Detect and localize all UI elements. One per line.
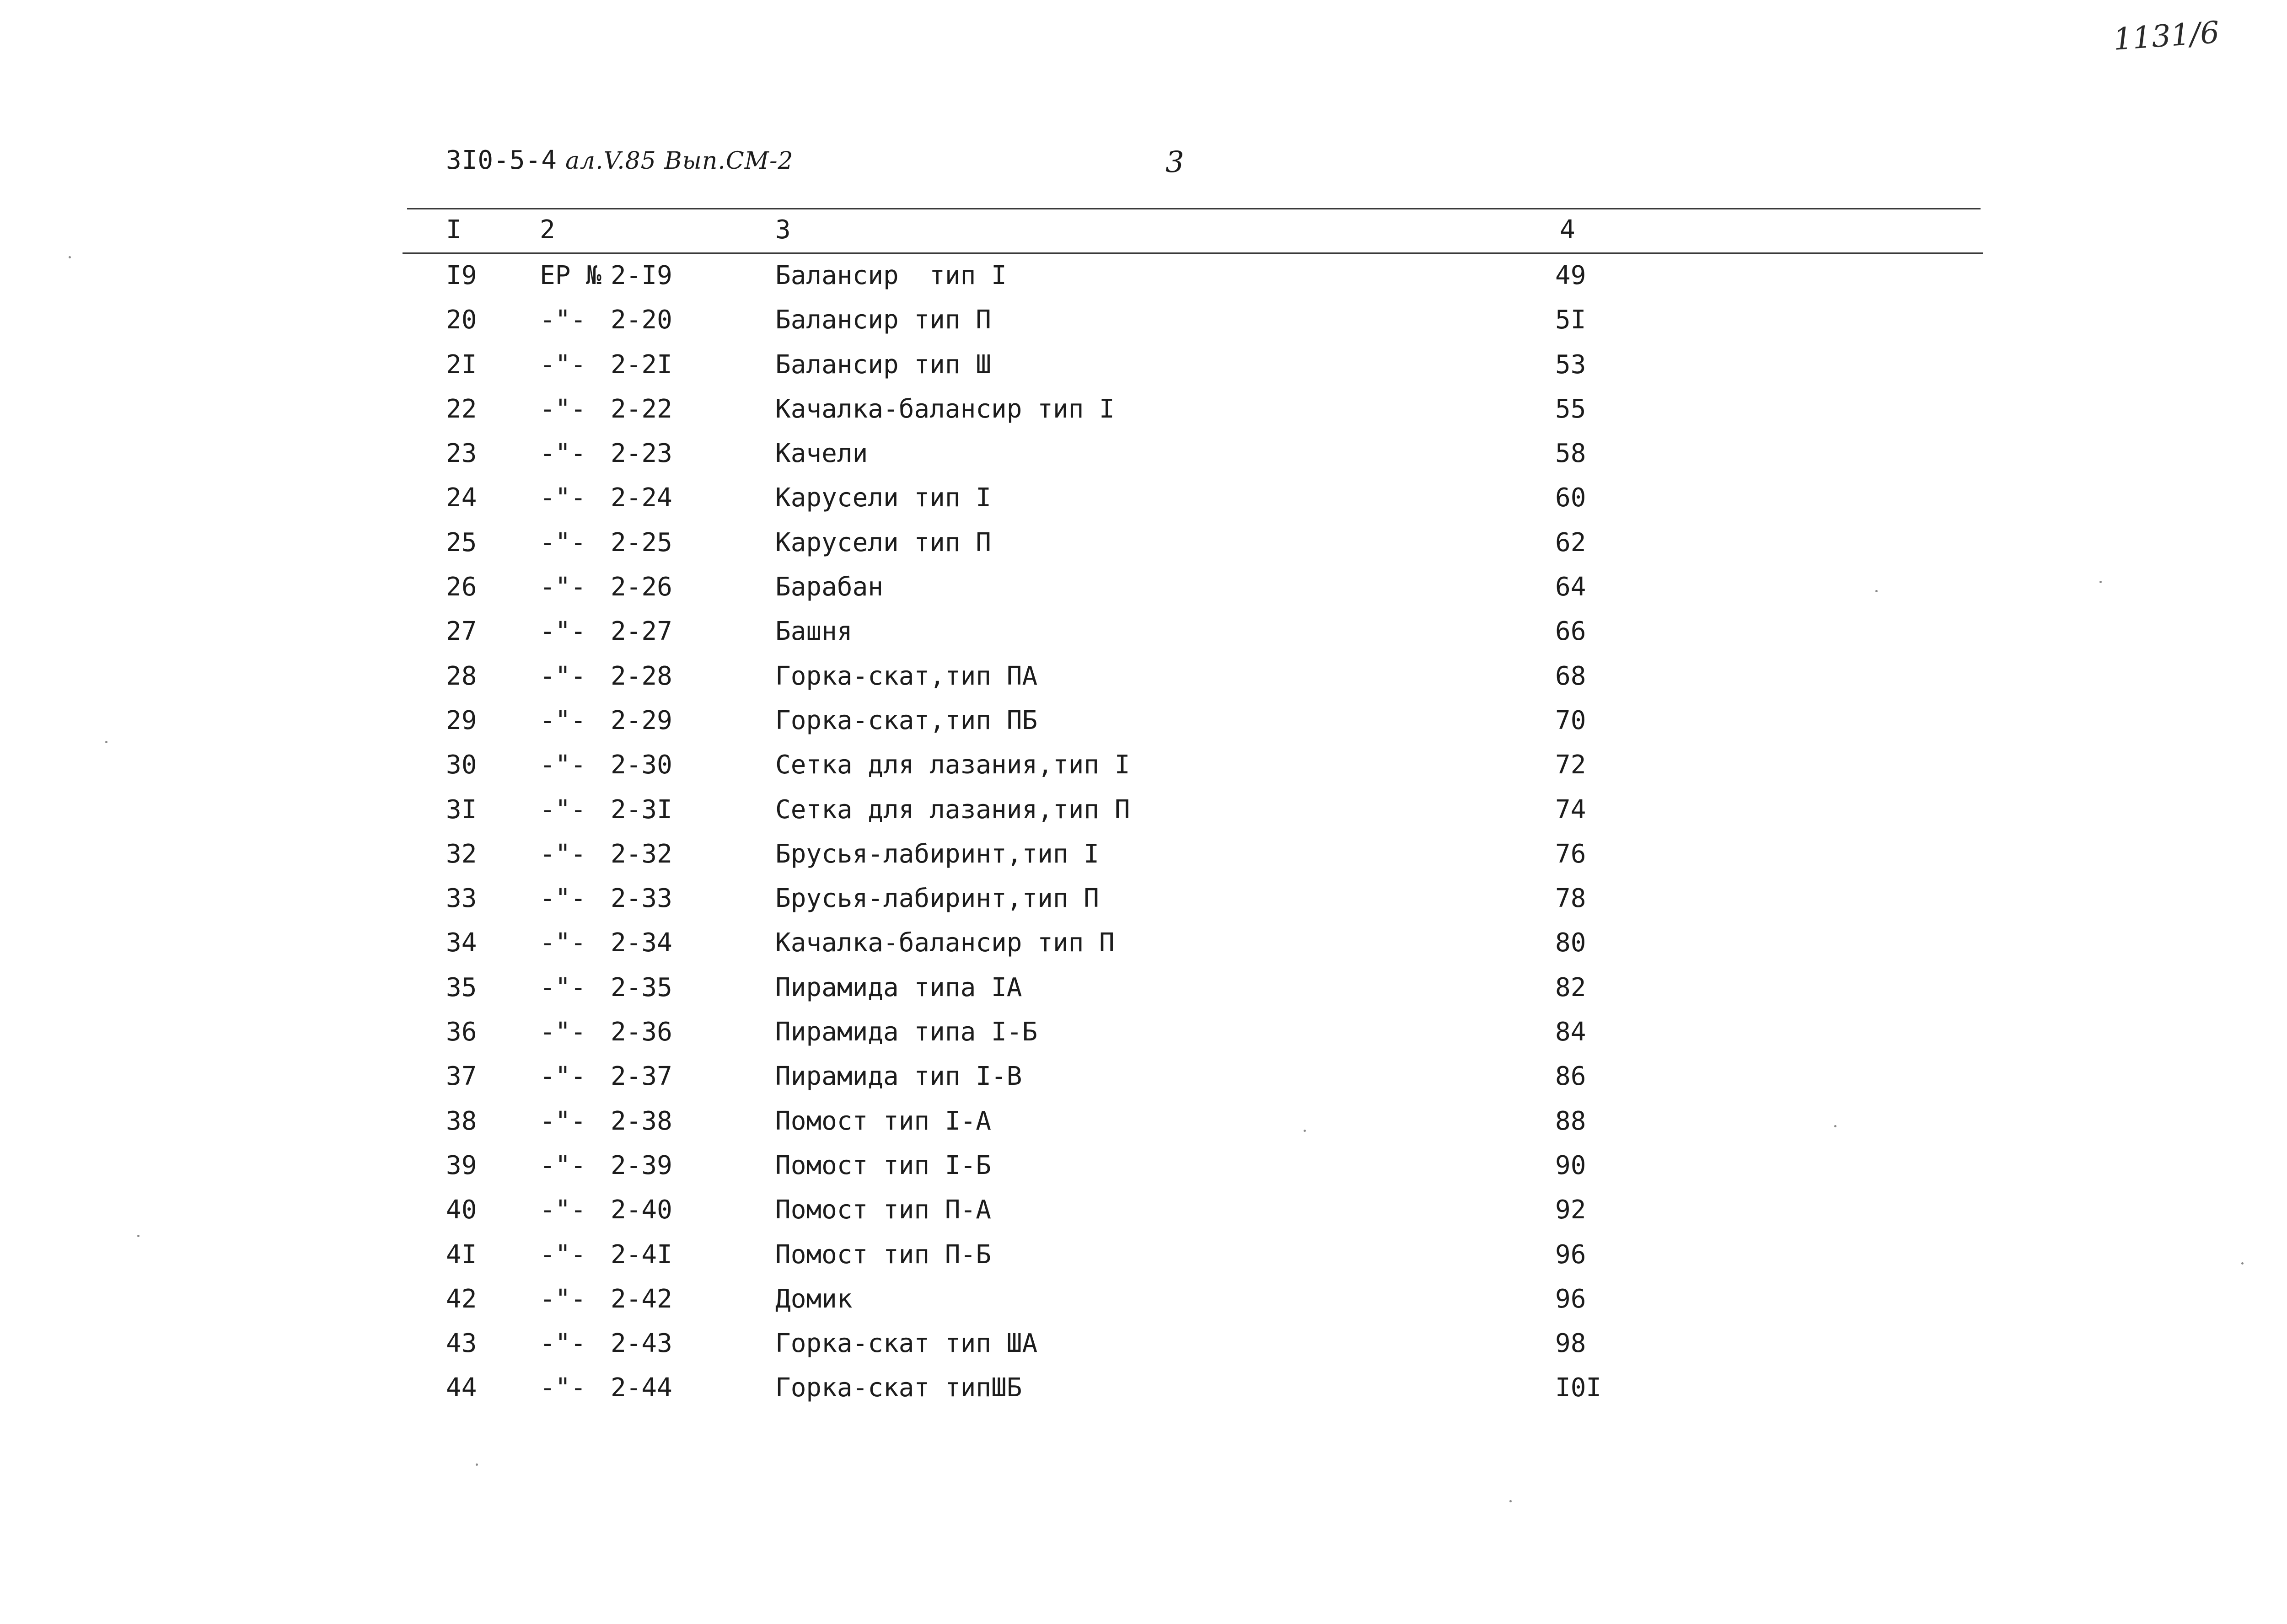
- scan-speck: [2241, 1262, 2244, 1265]
- row-page-number: 88: [1555, 1106, 1586, 1136]
- table-row: [0, 616, 2287, 660]
- row-series-mark: -"-: [540, 1239, 586, 1270]
- row-page-number: 66: [1555, 616, 1586, 647]
- row-page-number: I0I: [1555, 1373, 1602, 1403]
- row-number: 26: [446, 572, 477, 602]
- table-header-rule: [403, 252, 1983, 254]
- row-series-mark: -"-: [540, 1195, 586, 1225]
- row-item-name: Качалка-балансир тип П: [775, 928, 1115, 958]
- row-drawing-code: 2-20: [611, 305, 672, 335]
- row-page-number: 55: [1555, 394, 1586, 424]
- table-row: [0, 1194, 2287, 1238]
- row-series-mark: -"-: [540, 394, 586, 424]
- row-number: 42: [446, 1284, 477, 1314]
- scan-speck: [1304, 1130, 1306, 1132]
- row-item-name: Карусели тип П: [775, 527, 992, 557]
- column-header-1: I: [446, 215, 462, 245]
- table-row: [0, 1150, 2287, 1194]
- row-number: 4I: [446, 1239, 477, 1270]
- row-drawing-code: 2-25: [611, 527, 672, 557]
- row-drawing-code: 2-24: [611, 483, 672, 513]
- row-item-name: Балансир тип Ш: [775, 349, 992, 380]
- row-series-mark: -"-: [540, 1284, 586, 1314]
- document-code-typed: 3I0-5-4: [446, 145, 558, 175]
- row-drawing-code: 2-26: [611, 572, 672, 602]
- row-page-number: 64: [1555, 572, 1586, 602]
- row-item-name: Брусья-лабиринт,тип I: [775, 839, 1100, 869]
- row-page-number: 72: [1555, 750, 1586, 780]
- row-page-number: 76: [1555, 839, 1586, 869]
- table-top-rule: [407, 208, 1981, 209]
- row-series-mark: -"-: [540, 794, 586, 825]
- table-row: [0, 1105, 2287, 1150]
- scan-speck: [105, 741, 107, 743]
- row-series-mark: -"-: [540, 1329, 586, 1359]
- row-item-name: Сетка для лазания,тип П: [775, 794, 1130, 825]
- scan-speck: [137, 1235, 140, 1237]
- table-row: [0, 927, 2287, 971]
- row-drawing-code: 2-33: [611, 884, 672, 914]
- handwritten-sheet-number: 1131/6: [2112, 14, 2221, 58]
- row-page-number: 58: [1555, 439, 1586, 469]
- row-number: 35: [446, 972, 477, 1002]
- row-series-mark: -"-: [540, 1150, 586, 1180]
- row-drawing-code: 2-43: [611, 1329, 672, 1359]
- row-item-name: Балансир тип П: [775, 305, 992, 335]
- row-drawing-code: 2-29: [611, 705, 672, 735]
- row-series-mark: -"-: [540, 572, 586, 602]
- table-row: [0, 794, 2287, 838]
- scan-speck: [1834, 1125, 1836, 1127]
- row-item-name: Пирамида типа I-Б: [775, 1017, 1038, 1047]
- scan-speck: [69, 256, 71, 258]
- row-page-number: 68: [1555, 661, 1586, 691]
- row-drawing-code: 2-34: [611, 928, 672, 958]
- row-item-name: Горка-скат,тип ПБ: [775, 705, 1038, 735]
- row-number: 24: [446, 483, 477, 513]
- table-row: [0, 705, 2287, 749]
- row-page-number: 96: [1555, 1284, 1586, 1314]
- row-page-number: 84: [1555, 1017, 1586, 1047]
- table-row: [0, 438, 2287, 482]
- row-item-name: Пирамида типа IА: [775, 972, 1022, 1002]
- row-page-number: 5I: [1555, 305, 1586, 335]
- scan-speck: [1509, 1500, 1512, 1502]
- row-drawing-code: 2-32: [611, 839, 672, 869]
- row-item-name: Барабан: [775, 572, 884, 602]
- row-item-name: Помост тип I-А: [775, 1106, 992, 1136]
- row-number: 36: [446, 1017, 477, 1047]
- row-number: 3I: [446, 794, 477, 825]
- row-page-number: 96: [1555, 1239, 1586, 1270]
- row-number: 20: [446, 305, 477, 335]
- row-number: 40: [446, 1195, 477, 1225]
- row-drawing-code: 2-37: [611, 1061, 672, 1092]
- table-row: [0, 883, 2287, 927]
- table-row: [0, 1372, 2287, 1416]
- row-number: 37: [446, 1061, 477, 1092]
- row-number: 39: [446, 1150, 477, 1180]
- row-series-mark: -"-: [540, 483, 586, 513]
- row-item-name: Карусели тип I: [775, 483, 992, 513]
- row-page-number: 86: [1555, 1061, 1586, 1092]
- row-series-mark: -"-: [540, 884, 586, 914]
- table-row: [0, 260, 2287, 304]
- row-drawing-code: 2-42: [611, 1284, 672, 1314]
- row-drawing-code: 2-38: [611, 1106, 672, 1136]
- row-series-mark: -"-: [540, 616, 586, 647]
- row-series-mark: -"-: [540, 705, 586, 735]
- page-number: 3: [1165, 145, 1184, 179]
- row-page-number: 82: [1555, 972, 1586, 1002]
- row-drawing-code: 2-28: [611, 661, 672, 691]
- table-row: [0, 304, 2287, 348]
- row-number: 27: [446, 616, 477, 647]
- scan-speck: [476, 1463, 478, 1466]
- scan-speck: [1875, 590, 1878, 592]
- row-series-mark: ЕР №: [540, 261, 601, 290]
- row-drawing-code: 2-36: [611, 1017, 672, 1047]
- table-row: [0, 1239, 2287, 1283]
- row-series-mark: -"-: [540, 439, 586, 469]
- row-drawing-code: 2-I9: [611, 261, 672, 290]
- row-series-mark: -"-: [540, 661, 586, 691]
- row-drawing-code: 2-39: [611, 1150, 672, 1180]
- table-row: [0, 393, 2287, 438]
- row-item-name: Помост тип I-Б: [775, 1150, 992, 1180]
- row-number: 28: [446, 661, 477, 691]
- row-number: 2I: [446, 349, 477, 380]
- column-header-3: 3: [775, 215, 791, 245]
- scan-speck: [2099, 581, 2102, 583]
- table-row: [0, 749, 2287, 793]
- row-drawing-code: 2-23: [611, 439, 672, 469]
- table-row: [0, 482, 2287, 526]
- row-drawing-code: 2-3I: [611, 794, 672, 825]
- table-row: [0, 1328, 2287, 1372]
- row-drawing-code: 2-27: [611, 616, 672, 647]
- row-number: 32: [446, 839, 477, 869]
- column-header-4: 4: [1560, 215, 1575, 245]
- table-row: [0, 527, 2287, 571]
- row-item-name: Брусья-лабиринт,тип П: [775, 884, 1100, 914]
- row-series-mark: -"-: [540, 1106, 586, 1136]
- row-drawing-code: 2-44: [611, 1373, 672, 1403]
- row-page-number: 80: [1555, 928, 1586, 958]
- table-row: [0, 571, 2287, 616]
- row-page-number: 49: [1555, 261, 1586, 290]
- row-page-number: 53: [1555, 349, 1586, 380]
- document-code: [446, 145, 794, 175]
- row-series-mark: -"-: [540, 1017, 586, 1047]
- row-drawing-code: 2-2I: [611, 349, 672, 380]
- table-row: [0, 972, 2287, 1016]
- row-series-mark: -"-: [540, 1061, 586, 1092]
- row-series-mark: -"-: [540, 527, 586, 557]
- row-item-name: Горка-скат тип ША: [775, 1329, 1038, 1359]
- row-number: 44: [446, 1373, 477, 1403]
- row-page-number: 70: [1555, 705, 1586, 735]
- table-row: [0, 1061, 2287, 1105]
- row-series-mark: -"-: [540, 839, 586, 869]
- row-number: 34: [446, 928, 477, 958]
- column-header-2: 2: [540, 215, 555, 245]
- row-item-name: Горка-скат типШБ: [775, 1373, 1022, 1403]
- row-item-name: Башня: [775, 616, 853, 647]
- row-series-mark: -"-: [540, 349, 586, 380]
- row-item-name: Домик: [775, 1284, 853, 1314]
- row-number: 25: [446, 527, 477, 557]
- table-row: [0, 660, 2287, 705]
- row-item-name: Пирамида тип I-В: [775, 1061, 1022, 1092]
- row-number: 33: [446, 884, 477, 914]
- row-page-number: 62: [1555, 527, 1586, 557]
- row-drawing-code: 2-30: [611, 750, 672, 780]
- row-item-name: Помост тип П-А: [775, 1195, 992, 1225]
- row-series-mark: -"-: [540, 972, 586, 1002]
- row-page-number: 60: [1555, 483, 1586, 513]
- row-drawing-code: 2-4I: [611, 1239, 672, 1270]
- table-body: [0, 260, 2287, 1417]
- row-page-number: 78: [1555, 884, 1586, 914]
- row-page-number: 74: [1555, 794, 1586, 825]
- row-series-mark: -"-: [540, 928, 586, 958]
- row-number: 38: [446, 1106, 477, 1136]
- row-drawing-code: 2-40: [611, 1195, 672, 1225]
- row-item-name: Сетка для лазания,тип I: [775, 750, 1130, 780]
- row-number: 22: [446, 394, 477, 424]
- row-item-name: Балансир тип I: [775, 261, 1007, 290]
- row-page-number: 90: [1555, 1150, 1586, 1180]
- row-page-number: 98: [1555, 1329, 1586, 1359]
- row-item-name: Качели: [775, 439, 868, 469]
- table-row: [0, 1016, 2287, 1061]
- row-number: 30: [446, 750, 477, 780]
- row-series-mark: -"-: [540, 1373, 586, 1403]
- row-drawing-code: 2-22: [611, 394, 672, 424]
- row-item-name: Помост тип П-Б: [775, 1239, 992, 1270]
- table-row: [0, 349, 2287, 393]
- table-row: [0, 838, 2287, 883]
- document-code-handwritten: ал.V.85 Вып.СМ-2: [565, 147, 794, 175]
- row-series-mark: -"-: [540, 305, 586, 335]
- row-number: 23: [446, 439, 477, 469]
- row-series-mark: -"-: [540, 750, 586, 780]
- row-item-name: Горка-скат,тип ПА: [775, 661, 1038, 691]
- row-number: I9: [446, 261, 477, 290]
- row-number: 43: [446, 1329, 477, 1359]
- table-row: [0, 1283, 2287, 1328]
- row-drawing-code: 2-35: [611, 972, 672, 1002]
- row-item-name: Качалка-балансир тип I: [775, 394, 1115, 424]
- row-page-number: 92: [1555, 1195, 1586, 1225]
- row-number: 29: [446, 705, 477, 735]
